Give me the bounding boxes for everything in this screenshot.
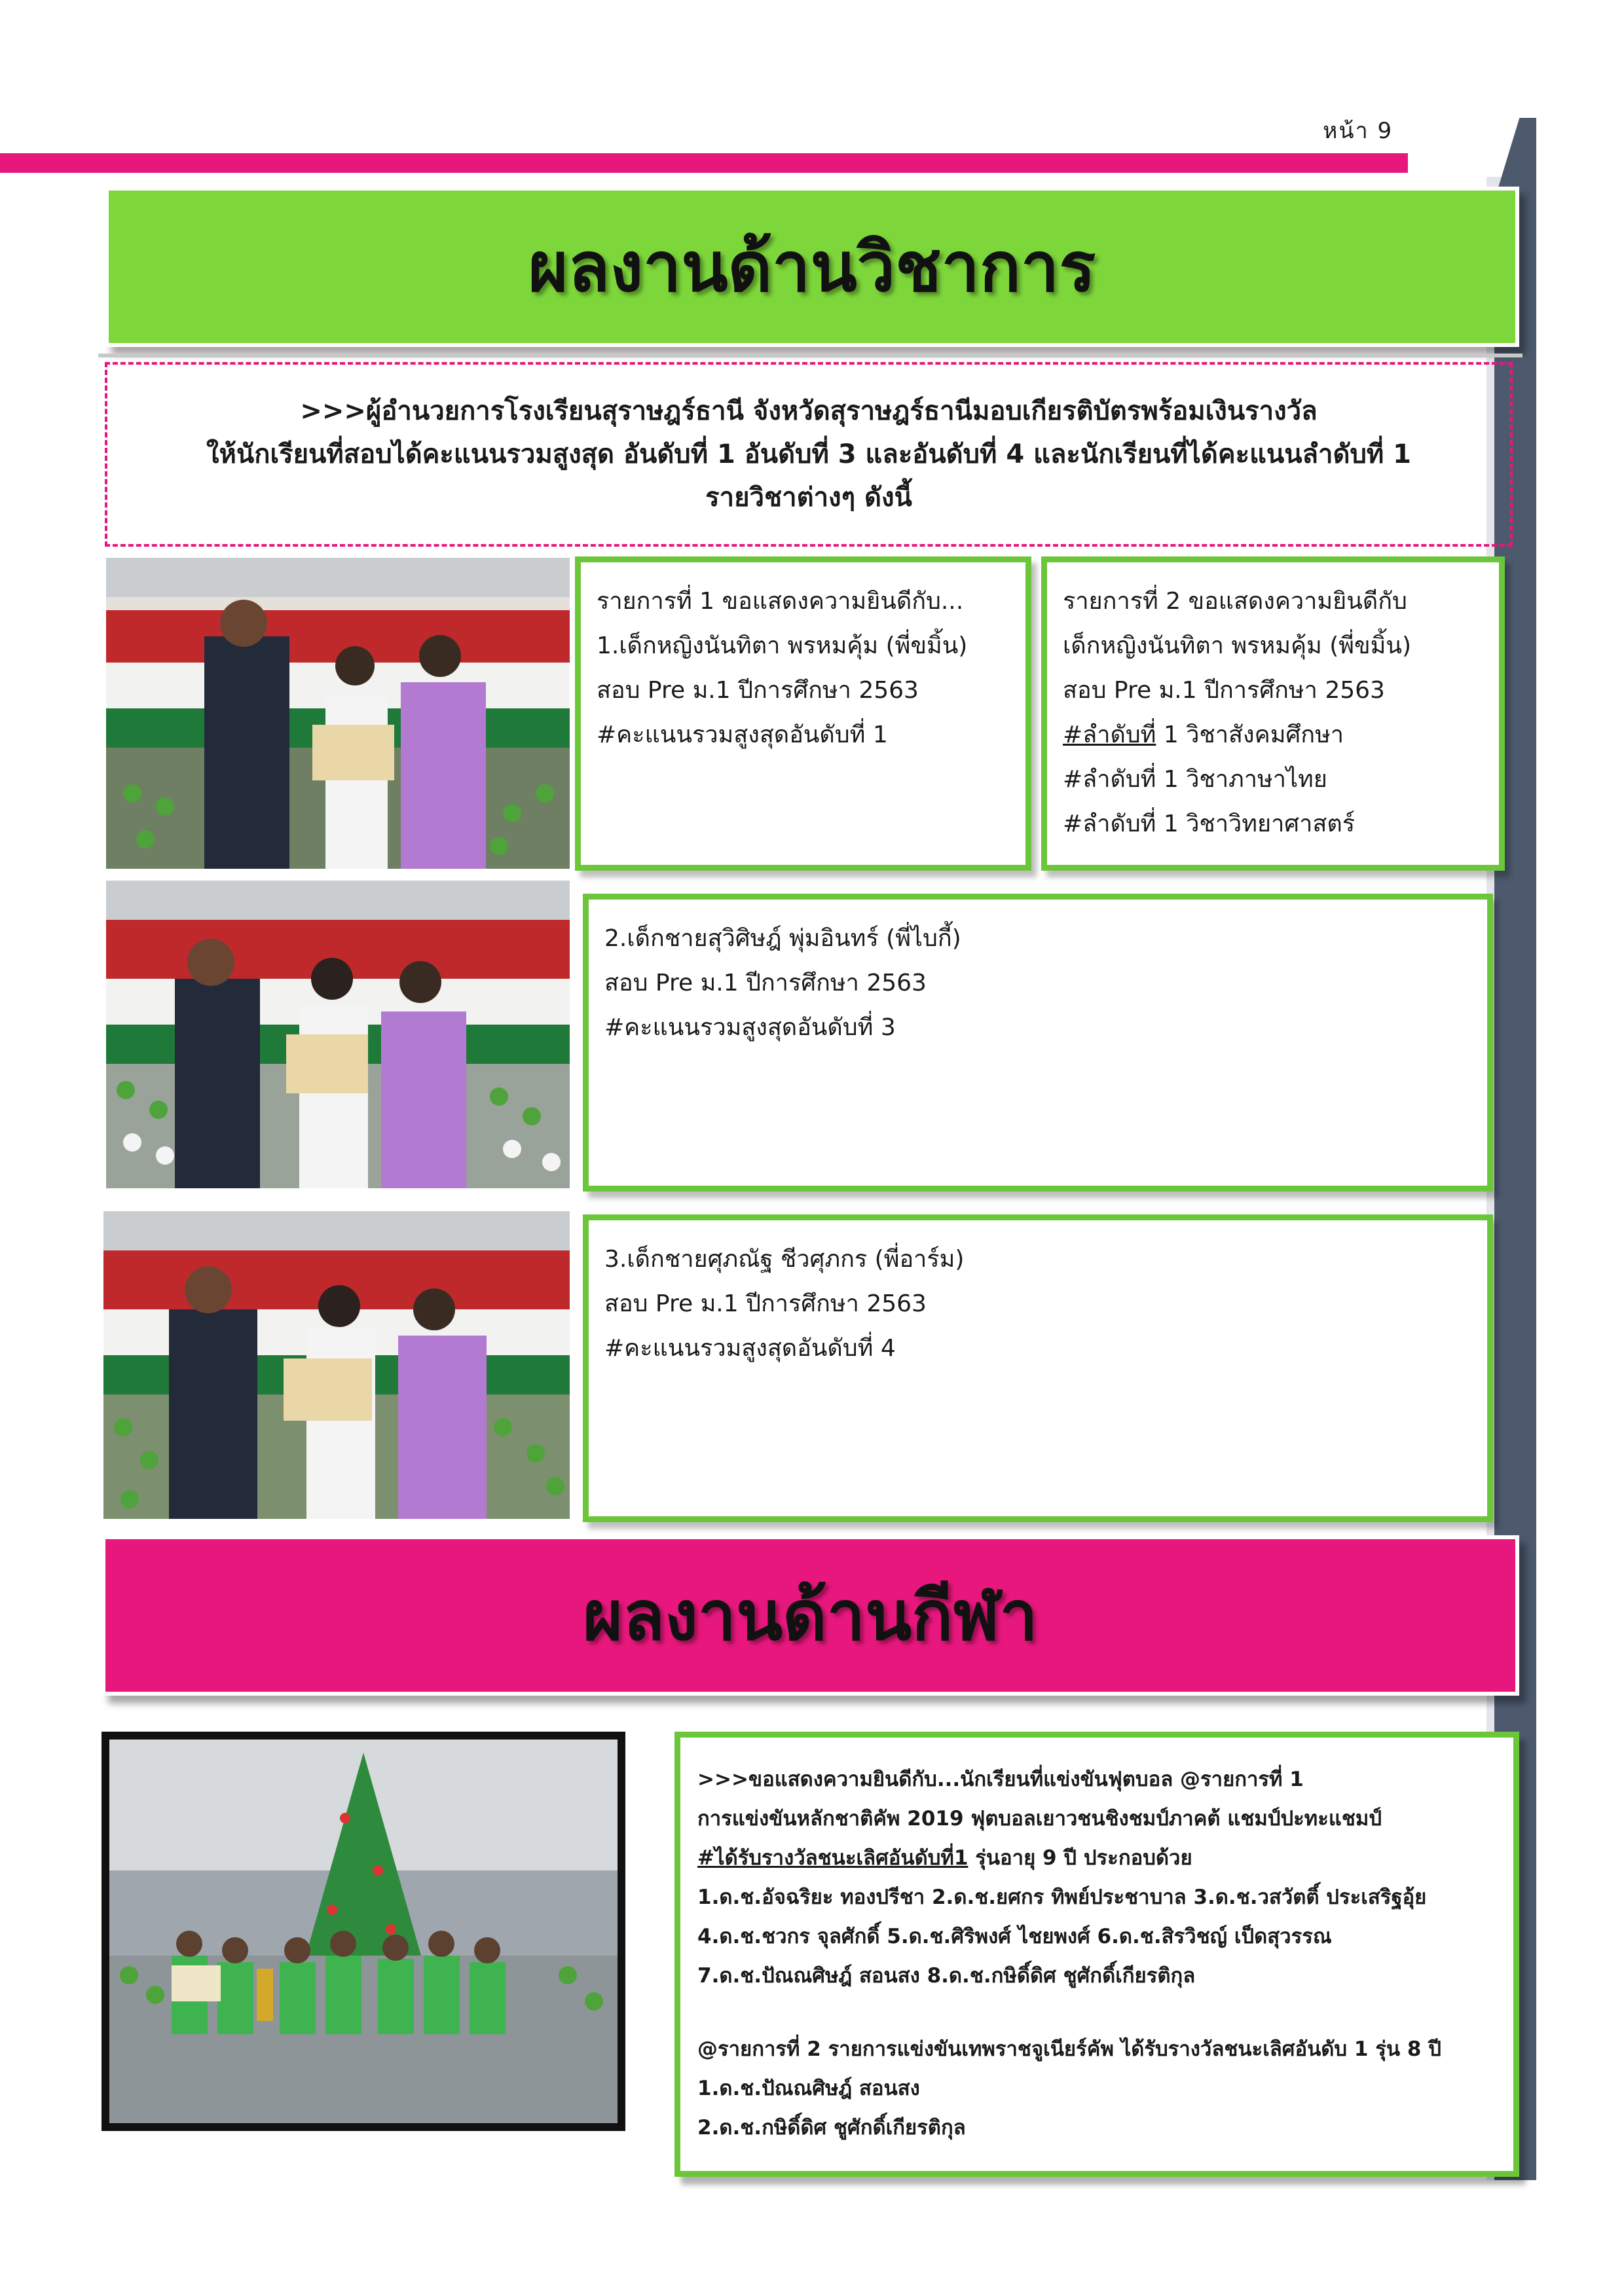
sports-award-line bbox=[697, 1838, 1496, 1878]
academic-title: ผลงานด้านวิชาการ bbox=[528, 227, 1096, 307]
item2-line: สอบ Pre ม.1 ปีการศึกษา 2563 bbox=[1063, 677, 1385, 704]
sports-line: >>>ขอแสดงความยินดีกับ...นักเรียนที่แข่งขันฟุตบอล @รายการที่ 1 bbox=[697, 1768, 1304, 1791]
sports-line: 1.ด.ช.อัจฉริยะ ทองปรีชา 2.ด.ช.ยศกร ทิพย์ประชาบาล 3.ด.ช.วสวัตติ์ ประเสริฐอุ้ย bbox=[697, 1886, 1427, 1909]
academic-intro-box bbox=[105, 362, 1513, 547]
divider bbox=[98, 354, 1522, 357]
academic-item-4 bbox=[583, 1214, 1493, 1522]
academic-banner bbox=[105, 187, 1519, 347]
item2-line: เด็กหญิงนันทิตา พรหมคุ้ม (พี่ขมิ้น) bbox=[1063, 632, 1412, 659]
sports-line: 1.ด.ช.ปัณณศิษฎ์ สอนสง bbox=[697, 2077, 920, 2100]
award-prefix: #ได้รับรางวัลชนะเลิศอันดับที่1 bbox=[697, 1846, 969, 1870]
item3-line: สอบ Pre ม.1 ปีการศึกษา 2563 bbox=[604, 970, 927, 996]
item2-line: #ลำดับที่ 1 วิชาวิทยาศาสตร์ bbox=[1063, 811, 1356, 837]
sports-line: การแข่งขันหลักชาติคัพ 2019 ฟุตบอลเยาวชนชิงชมป์ภาคต้ แชมป์ปะทะแชมป์ bbox=[697, 1807, 1382, 1831]
header-rule bbox=[0, 153, 1408, 173]
item1-line: #คะแนนรวมสูงสุดอันดับที่ 1 bbox=[597, 721, 888, 748]
item4-line: 3.เด็กชายศุภณัฐ ชีวศุภกร (พี่อาร์ม) bbox=[604, 1246, 965, 1273]
academic-item-3 bbox=[583, 894, 1493, 1192]
item4-line: สอบ Pre ม.1 ปีการศึกษา 2563 bbox=[604, 1290, 927, 1317]
academic-item-2 bbox=[1041, 556, 1505, 871]
page-number: หน้า 9 bbox=[1323, 118, 1393, 144]
item2-rank-line bbox=[1063, 713, 1483, 757]
award-rest: รุ่นอายุ 9 ปี ประกอบด้วย bbox=[968, 1846, 1192, 1870]
sports-line: 2.ด.ช.กษิดิ์ดิศ ชูศักดิ์เกียรติกุล bbox=[697, 2116, 966, 2140]
sports-line: 4.ด.ช.ชวกร จุลศักดิ์ 5.ด.ช.ศิริพงศ์ ไชยพงศ์ 6.ด.ช.สิรวิชญ์ เป็ดสุวรรณ bbox=[697, 1925, 1332, 1948]
sports-title: ผลงานด้านกีฬา bbox=[583, 1576, 1038, 1656]
item4-line: #คะแนนรวมสูงสุดอันดับที่ 4 bbox=[604, 1335, 896, 1362]
award-photo-2 bbox=[106, 881, 570, 1188]
spacer bbox=[697, 1995, 1496, 2030]
sports-line: @รายการที่ 2 รายการแข่งขันเทพราชจูเนียร์คัพ ได้รับรางวัลชนะเลิศอันดับ 1 รุ่น 8 ปี bbox=[697, 2037, 1441, 2061]
item3-line: #คะแนนรวมสูงสุดอันดับที่ 3 bbox=[604, 1014, 896, 1041]
item1-line: สอบ Pre ม.1 ปีการศึกษา 2563 bbox=[597, 677, 919, 704]
award-photo-3 bbox=[103, 1211, 570, 1519]
sports-results-box bbox=[674, 1732, 1519, 2177]
sports-line: 7.ด.ช.ปัณณศิษฎ์ สอนสง 8.ด.ช.กษิดิ์ดิศ ชูศักดิ์เกียรติกุล bbox=[697, 1964, 1196, 1988]
rank-rest: 1 วิชาสังคมศึกษา bbox=[1156, 721, 1344, 748]
sports-banner bbox=[101, 1535, 1519, 1696]
sports-photo bbox=[101, 1732, 625, 2131]
rank-prefix: #ลำดับที่ bbox=[1063, 721, 1156, 748]
item2-line: รายการที่ 2 ขอแสดงความยินดีกับ bbox=[1063, 588, 1407, 615]
academic-item-1 bbox=[575, 556, 1031, 871]
item1-line: 1.เด็กหญิงนันทิตา พรหมคุ้ม (พี่ขมิ้น) bbox=[597, 632, 968, 659]
item2-line: #ลำดับที่ 1 วิชาภาษาไทย bbox=[1063, 766, 1327, 793]
item1-line: รายการที่ 1 ขอแสดงความยินดีกับ... bbox=[597, 588, 964, 615]
item3-line: 2.เด็กชายสุวิศิษฎ์ พุ่มอินทร์ (พี่ไบกี้) bbox=[604, 925, 961, 952]
academic-intro-text: >>>ผู้อำนวยการโรงเรียนสุราษฎร์ธานี จังหวัดสุราษฎร์ธานีมอบเกียรติบัตรพร้อมเงินรางวัล ให้นักเรียนที่สอบได้คะแนนรวมสูงสุด อันดับที่ 1 อันดับที่ 3 และอันดับที่ 4 และนักเรียนที่ได้คะแนนลำดับที่ 1 รายวิชาต่างๆ ดังนี้ bbox=[206, 396, 1412, 513]
award-photo-1 bbox=[106, 558, 570, 869]
